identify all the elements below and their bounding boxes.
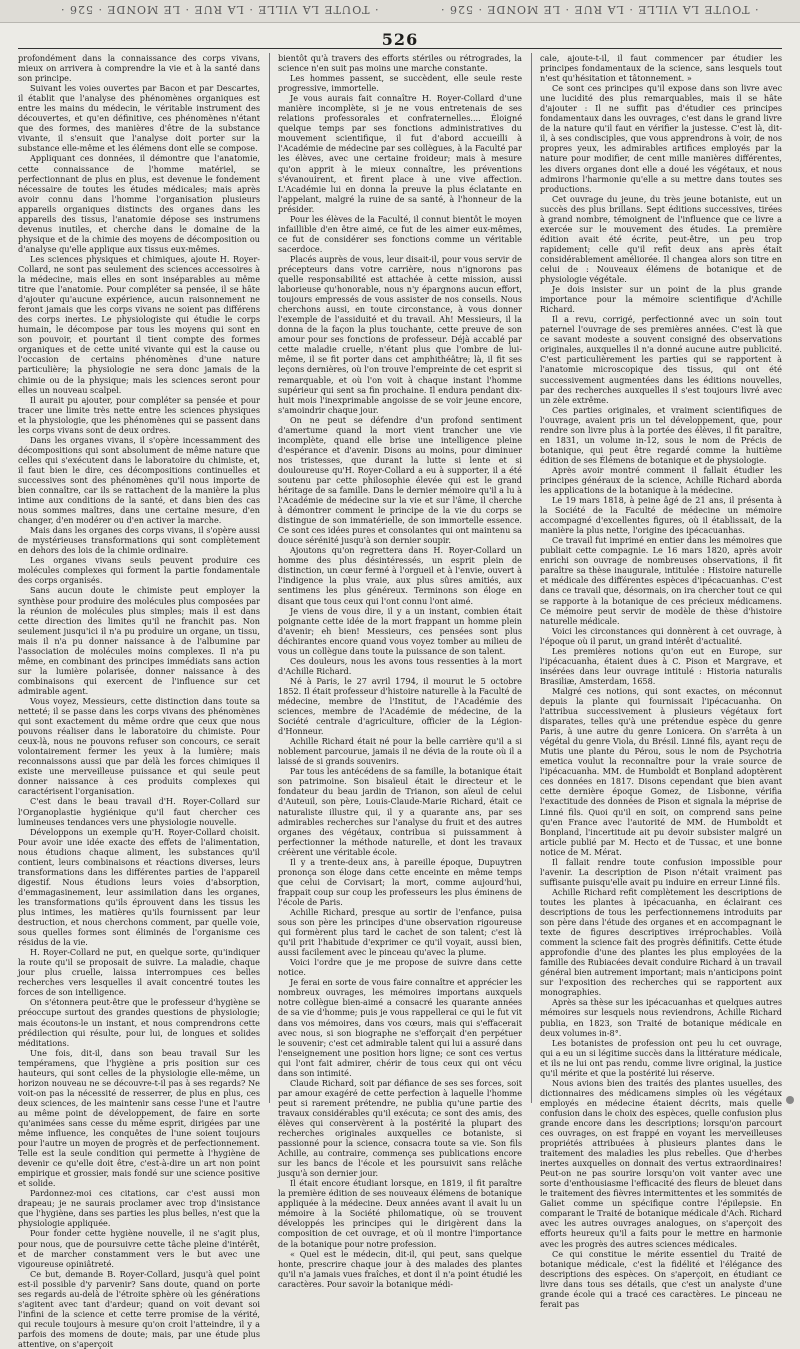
paragraph: Une fois, dit-il, dans son beau travail Sur les tempéramens, que l'hygiène a pris position sur ces hauteurs, qui sont celles de la physiologie elle-même, un horizon nouveau ne se découvre-t-il pas à ses regards? Ne voit-on pas la nécessité de resserrer, de plus en plus, ces deux sciences, de les maintenir sans cesse l'une et l'autre au même point de développement, de faire en sorte qu'animées sans cesse du même esprit, dirigées par une même influence, les conquêtes de l'une soient toujours pour l'autre un moyen de progrès et de perfectionnement. Telle est la seule condition qui permette à l'hygiène de devenir ce qu'elle doit être, c'est-à-dire un art non point empirique et grossier, mais fondé sur une science positive et solide. [18,1047,260,1189]
top-edge-strip [0,0,800,23]
paragraph: Les organes vivans seuls peuvent produire ces molécules complexes qui forment la partie fondamentale des corps organisés. [18,555,260,586]
paragraph: Je ferai en sorte de vous faire connaître et apprécier les nombreux ouvrages, les mémoires importans auxquels notre collègue bien-aimé a consacré les quarante années de sa vie d'homme; puis je vous rappellerai ce qui le fut vit dans vos mémoires, dans vos cœurs, mais qui s'effacerait avec nous, si son biographe ne s'efforçait d'en perpétuer le souvenir; c'est cet admirable talent qui lui a assuré dans l'enseignement une position hors ligne; ce sont ces vertus qui l'ont fait admirer, chérir de tous ceux qui ont vécu dans son intimité. [278,977,522,1078]
paragraph: Pour les élèves de la Faculté, il connut bientôt le moyen infaillible d'en être aimé, ce fut de les aimer eux-mêmes, ce fut de considérer ses fonctions comme un véritable sacerdoce. [278,213,522,254]
edge-text: · TOUTE LA VILLE · LA RUE · LE MONDE · 526 · [60,3,379,16]
paragraph: Pour fonder cette hygiène nouvelle, il ne s'agit plus, pour nous, que de poursuivre cette tâche pleine d'intérêt, et de marcher constamment vers le but avec une vigoureuse opiniâtreté. [18,1228,260,1269]
paragraph: Pardonnez-moi ces citations, car c'est aussi mon drapeau; je ne saurais proclamer avec trop d'insistance que l'hygiène, dans ses parties les plus belles, n'est que la physiologie appliquée. [18,1188,260,1229]
paragraph: « Quel est le médecin, dit-il, qui peut, sans quelque honte, prescrire chaque jour à des malades des plantes qu'il n'a jamais vues fraîches, et dont il n'a point étudié les caractères. Pour savoir la botanique médi- [278,1248,522,1289]
paragraph: Ces douleurs, nous les avons tous ressenties à la mort d'Achille Richard. [278,655,522,676]
page-number: 526 [381,30,419,49]
paragraph: Il fallait rendre toute confusion impossible pour l'avenir. La description de Pison n'était vraiment pas suffisante puisqu'elle avait pu induire en erreur Linné fils. [540,856,782,887]
paragraph: Vous voyez, Messieurs, cette distinction dans toute sa netteté; il se passe dans les corps vivans des phénomènes qui sont exactement du même ordre que ceux que nous pouvons réaliser dans le laboratoire du chimiste. Pour ceux-là, nous ne pouvons refuser son concours, ce serait volontairement fermer les yeux à la lumière; mais reconnaissons aussi que par delà les forces chimiques il existe une merveilleuse puissance et qui seule peut donner naissance à ces produits complexes qui caractérisent l'organisation. [18,696,260,797]
paragraph: Je vous aurais fait connaître H. Royer-Collard d'une manière incomplète, si je ne vous entretenais de ses relations professorales et confraternelles.... Éloigné quelque temps par ses fonctions administratives du mouvement scientifique, il fut d'abord accueilli à l'Académie de médecine par ses collègues, à la Faculté par les élèves, avec une certaine froideur; mais à mesure qu'on apprit à le mieux connaître, les préventions s'évanouirent, et firent place à une vive affection. L'Académie lui en donna la preuve la plus éclatante en l'appelant, malgré la ruine de sa santé, à l'honneur de la présider. [278,93,522,214]
paragraph: Il a revu, corrigé, perfectionné avec un soin tout paternel l'ouvrage de ses premières années. C'est là que ce savant modeste a souvent consigné des observations originales, auxquelles il n'a donné aucune autre publicité. C'est particulièrement les parties qui se rapportent à l'anatomie microscopique des tissus, qui ont été successivement augmentées dans les éditions nouvelles, par des recherches auxquelles il s'est toujours livré avec un zèle extrême. [540,314,782,405]
column-1 [18,53,260,1349]
paragraph: Développons un exemple qu'H. Royer-Collard choisit. Pour avoir une idée exacte des effets de l'alimentation, nous étudions chaque aliment, les substances qu'il contient, leurs combinaisons et réactions diverses, leurs transformations dans les différentes parties de l'appareil digestif. Nous étudions leurs voies d'absorption, d'emmagasinement, leur assimilation dans les organes, les transformations qu'ils éprouvent dans les tissus les plus intimes, les matières qu'ils fournissent par leur destruction, et nous cherchons comment, par quelle voie, sous quelles formes sont éliminés de l'organisme ces résidus de la vie. [18,826,260,948]
paragraph: Nous avions bien des traités des plantes usuelles, des dictionnaires des médicamens simples où les végétaux employés en médecine étaient décrits, mais quelle confusion dans le choix des espèces, quelle confusion plus grande encore dans les descriptions; lorsqu'on parcourt ces ouvrages, on est frappé en voyant les merveilleuses propriétés attribuées à plusieurs plantes dans le traitement des maladies les plus rebelles. Que d'herbes inertes auxquelles on donnait des vertus extraordinaires! Peut-on ne pas sourire lorsqu'on voit vanter avec une sorte d'enthousiasme l'efficacité des fleurs de bleuet dans le traitement des fièvres intermittentes et les sommités de Galiet comme un spécifique contre l'épilepsie. En comparant le Traité de botanique médicale d'Ach. Richard avec les autres ouvrages analogues, on s'aperçoit des efforts heureux qu'il a faits pour le mettre en harmonie avec les progrès des autres sciences médicales. [540,1077,782,1249]
header-rule [18,48,782,49]
column-2 [278,53,522,1289]
column-3 [540,53,782,1309]
paragraph: C'est dans le beau travail d'H. Royer-Collard sur l'Organoplastie hygiénique qu'il faut chercher ces lumineuses tendances vers une physiologie nouvelle. [18,796,260,827]
paragraph: Cet ouvrage du jeune, du très jeune botaniste, eut un succès des plus brillans. Sept éditions successives, tirées à grand nombre, témoignent de l'influence que ce livre a exercée sur le mouvement des études. La première édition avait été écrite, peut-être, un peu trop rapidement; celle qu'il refit deux ans après était considérablement améliorée. Il changea alors son titre en celui de : Nouveaux élémens de botanique et de physiologie végétale. [540,193,782,285]
paragraph: Je viens de vous dire, il y a un instant, combien était poignante cette idée de la mort frappant un homme plein d'avenir; eh bien! Messieurs, ces pensées sont plus déchirantes encore quand vous voyez tomber au milieu de vous un collègue dans toute la puissance de son talent. [278,605,522,656]
paragraph: Les premières notions qu'on eut en Europe, sur l'ipécacuanha, étaient dues à C. Pison et Margrave, et insérées dans leur ouvrage intitulé : Historia naturalis Brasiliæ, Amsterdam, 1658. [540,645,782,686]
paragraph: bientôt qu'à travers des efforts stériles ou rétrogrades, la science n'en suit pas moins une marche constante. [278,53,522,74]
paragraph: Il y a trente-deux ans, à pareille époque, Dupuytren prononça son éloge dans cette enceinte en même temps que celui de Corvisart; la mort, comme aujourd'hui, frappait coup sur coup les professeurs les plus éminens de l'école de Paris. [278,856,522,907]
paragraph: Ces parties originales, et vraiment scientifiques de l'ouvrage, avaient pris un tel développement, que, pour rendre son livre plus à la portée des élèves, il fit paraître, en 1831, un volume in-12, sous le nom de Précis de botanique, qui peut être regardé comme la huitième édition de ses Élémens de botanique et de physiologie. [540,404,782,465]
paragraph: H. Royer-Collard ne put, en quelque sorte, qu'indiquer la route qu'il se proposait de suivre. La maladie, chaque jour plus cruelle, laissa interrompues ces belles recherches vers lesquelles il avait concentré toutes les forces de son intelligence. [18,947,260,998]
paragraph: Ce but, demande B. Royer-Collard, jusqu'à quel point est-il possible d'y parvenir? Sans doute, quand on porte ses regards au-delà de l'étroite sphère où les générations s'agitent avec tant d'ardeur; quand on voit devant soi l'infini de la science et cette terre promise de la vérité, qui recule toujours à mesure qu'on croit l'atteindre, il y a parfois des momens de doute; mais, par une étude plus attentive, on s'aperçoit [18,1268,260,1349]
paragraph: Par tous les antécédens de sa famille, la botanique était son patrimoine. Son bisaïeul était le directeur et le fondateur du beau jardin de Trianon, son aïeul de celui d'Auteuil, son père, Louis-Claude-Marie Richard, était ce naturaliste illustre qui, il y a quarante ans, par ses admirables recherches sur l'analyse du fruit et des autres organes des végétaux, contribua si puissamment à perfectionner la méthode naturelle, et dont les travaux créèrent une véritable école. [278,766,522,857]
paragraph: Ce sont ces principes qu'il expose dans son livre avec une lucidité des plus remarquables, mais il se hâte d'ajouter : Il ne suffit pas d'étudier ces principes fondamentaux dans les ouvrages, c'est dans le grand livre de la nature qu'il faut en vérifier la justesse. C'est là, dit-il, à ses condisciples, que vous apprendrons à voir, de nos propres yeux, les admirables artifices employés par la nature pour modifier, de cent mille manières différentes, les divers organes dont elle a doué les végétaux, et nous admirons l'harmonie qu'elle a su mettre dans toutes ses productions. [540,83,782,194]
paragraph: Dans les organes vivans, il s'opère incessamment des décompositions qui sont absolument de même nature que celles qui s'exécutent dans le laboratoire du chimiste, et, il faut bien le dire, ces décompositions continuelles et successives sont des phénomènes qu'il nous importe de bien connaître, car ils se rattachent de la manière la plus intime aux conditions de la santé, et dans bien des cas nous sommes maîtres, dans une certaine mesure, d'en changer, d'en modérer ou d'en activer la marche. [18,434,260,526]
paragraph: Claude Richard, soit par défiance de ses ses forces, soit par amour exagéré de cette perfection à laquelle l'homme peut si rarement prétendre, ne publia qu'une partie des travaux considérables qu'il exécuta; ce sont des amis, des élèves qui conservèrent à la postérité la plupart des recherches originales auxquelles ce botaniste, si passionné pour la science, consacra toute sa vie. Son fils Achille, au contraire, commença ses publications encore sur les bancs de l'école et les poursuivit sans relâche jusqu'à son dernier jour. [278,1077,522,1179]
paragraph: On s'étonnera peut-être que le professeur d'hygiène se préoccupe surtout des grandes questions de physiologie; mais écoutons-le un instant, et nous comprendrons cette prédilection qui résulte, pour lui, de longues et solides méditations. [18,997,260,1048]
paragraph: Voici les circonstances qui donnèrent à cet ouvrage, à l'époque où il parut, un grand intérêt d'actualité. [540,625,782,646]
paragraph: Après sa thèse sur les ipécacuanhas et quelques autres mémoires sur lesquels nous reviendrons, Achille Richard publia, en 1823, son Traité de botanique médicale en deux volumes in-8°. [540,997,782,1038]
paragraph: Après avoir montré comment il fallait étudier les principes généraux de la science, Achille Richard aborda les applications de la botanique à la médecine. [540,464,782,496]
paragraph: Il était encore étudiant lorsque, en 1819, il fit paraître la première édition de ses nouveaux élémens de botanique appliquée à la médecine. Deux années avant il avait lu un mémoire à la Société philomatique, où se trouvent développés les principes qui le dirigèrent dans la composition de cet ouvrage, et où il montre l'importance de la botanique pour notre profession. [278,1178,522,1249]
paragraph: Achille Richard refit complètement les descriptions de toutes les plantes à ipécacuanha, en éclairant ces descriptions de tous les perfectionnemens introduits par son père dans l'étude des organes et en accompagnant le texte de figures descriptives irréprochables. Voilà comment la science fait des progrès définitifs. Cette étude approfondie d'une des plantes les plus employées de la famille des Rubiacées devait conduire Richard à un travail général bien autrement important; mais n'anticipons point sur l'exposition des recherches qui se rapportent aux monographies. [540,886,782,998]
paragraph: Ajoutons qu'on regrettera dans H. Royer-Collard un homme des plus désintéressés, un esprit plein de distinction, un cœur fermé à l'orgueil et à l'envie, ouvert à l'indigence la plus vraie, aux plus sûres amitiés, aux sentimens les plus généreux. Terminons son éloge en disant que tous ceux qui l'ont connu l'ont aimé. [278,545,522,606]
paragraph: Ce qui constitue le mérite essentiel du Traité de botanique médicale, c'est la fidélité et l'élégance des descriptions des espèces. On s'aperçoit, en étudiant ce livre dans tous ses détails, que c'est un analyste d'une grande école qui a tracé ces caractères. Le pinceau ne ferait pas [540,1248,782,1309]
paragraph: Le 19 mars 1818, à peine âgé de 21 ans, il présenta à la Société de la Faculté de médecine un mémoire accompagné d'excellentes figures, où il établissait, de la manière la plus nette, l'origine des ipécacuanhas. [540,495,782,536]
paragraph: profondément dans la connaissance des corps vivans, mieux on arrivera à comprendre la vie et à la santé dans son principe. [18,53,260,84]
paragraph: Je dois insister sur un point de la plus grande importance pour la mémoire scientifique d'Achille Richard. [540,284,782,315]
edge-text-repeat: · TOUTE LA VILLE · LA RUE · LE MONDE · 526 · [440,3,759,16]
paragraph: Les botanistes de profession ont peu lu cet ouvrage, qui a eu un si légitime succès dans la littérature médicale, et ils ne lui ont pas rendu, comme livre original, la justice qu'il mérite et que la postérité lui réserve. [540,1037,782,1078]
paragraph: Ce travail fut imprimé en entier dans les mémoires que publiait cette compagnie. Le 16 mars 1820, après avoir enrichi son ouvrage de nombreuses observations, il fit paraître sa thèse inaugurale, intitulée : Histoire naturelle et médicale des différentes espèces d'ipécacuanhas. C'est dans ce travail que, désormais, on ira chercher tout ce qui se rapporte à la botanique de ces précieux médicamens. Ce mémoire peut servir de modèle de thèse d'histoire naturelle médicale. [540,535,782,626]
paragraph: Sans aucun doute le chimiste peut employer la synthèse pour produire des molécules plus composées par la réunion de molécules plus simples; mais il est dans cette direction des limites qu'il ne franchit pas. Non seulement jusqu'ici il n'a pu produire un organe, un tissu, mais il n'a pu donner naissance à de l'albumine par l'association de molécules moins complexes. Il n'a pu même, en combinant des principes immédiats sans action sur la lumière polarisée, donner naissance à des combinaisons qui exercent de l'influence sur cet admirable agent. [18,585,260,696]
paragraph: Mais dans les organes des corps vivans, il s'opère aussi de mystérieuses transformations qui sont complètement en dehors des lois de la chimie ordinaire. [18,525,260,556]
paragraph: Suivant les voies ouvertes par Bacon et par Descartes, il établit que l'analyse des phénomènes organiques est entre les mains du médecin, le véritable instrument des découvertes, et qu'en définitive, ces phénomènes n'étant que des formes, des manières d'être de la substance vivante, il s'ensuit que l'analyse doit porter sur la substance elle-même et les élémens dont elle se compose. [18,83,260,154]
paragraph: cale, ajoute-t-il, il faut commencer par étudier les principes fondamentaux de la science, sans lesquels tout n'est qu'hésitation et tâtonnement. » [540,53,782,84]
paragraph: Voici l'ordre que je me propose de suivre dans cette notice. [278,957,522,978]
paragraph: Né à Paris, le 27 avril 1794, il mourut le 5 octobre 1852. Il était professeur d'histoire naturelle à la Faculté de médecine, membre de l'Institut, de l'Académie des sciences, membre de l'Académie de médecine, de la Société centrale d'agriculture, officier de la Légion-d'Honneur. [278,675,522,737]
paragraph: Malgré ces notions, qui sont exactes, on méconnut depuis la plante qui fournissait l'ipécacuanha. On l'attribua successivement à plusieurs végétaux fort disparates, telles qu'à une prétendue espèce du genre Paris, à une autre du genre Lonicera. On s'arrêta à un végétal du genre Viola, du Brésil. Linné fils, ayant reçu de Mutis une plante du Pérou, sous le nom de Psychotria emetica voulut la reconnaître pour la vraie source de l'ipécacuanha. MM. de Humboldt et Bonpland adoptèrent ces données en 1817. Disons cependant que bien avant cette dernière époque Gomez, de Lisbonne, vérifia l'exactitude des données de Pison et signala la méprise de Linné fils. Quoi qu'il en soit, on comprend sans peine qu'en France avec l'autorité de MM. de Humboldt et Bonpland, l'incertitude ait pu devoir subsister malgré un article publié par M. Hecto et de Tussac, et une bonne notice de M. Mérat. [540,685,782,857]
column-divider-2 [531,53,532,1103]
paragraph: Les hommes passent, se succèdent, elle seule reste progressive, immortelle. [278,73,522,94]
paragraph: Achille Richard était né pour la belle carrière qu'il a si noblement parcourue, jamais il ne dévia de la route où il a laissé de si grands souvenirs. [278,736,522,767]
paragraph: Appliquant ces données, il démontre que l'anatomie, cette connaissance de l'homme matériel, se perfectionnant de plus en plus, est devenue le fondement nécessaire de toutes les études médicales; mais après avoir connu dans l'homme l'organisation plusieurs appareils organiques distincts des organes dans les appareils des tissus, l'anatomie dépose ses instrumens devenus inutiles, et cherche dans le domaine de la physique et de la chimie des moyens de décomposition ou d'analyse qu'elle applique aux tissus eux-mêmes. [18,153,260,254]
column-divider-1 [269,53,270,1103]
paragraph: Achille Richard, presque au sortir de l'enfance, puisa sous son père les principes d'une observation rigoureuse qui formèrent plus tard le cachet de son talent; c'est là qu'il prit l'habitude d'exprimer ce qu'il voyait, aussi bien, aussi facilement avec le pinceau qu'avec la plume. [278,906,522,958]
paragraph: On ne peut se défendre d'un profond sentiment d'amertume quand la mort vient trancher une vie incomplète, quand elle brise une intelligence pleine d'espérance et d'avenir. Disons au moins, pour diminuer nos tristesses, que durant la lutte si lente et si douloureuse qu'H. Royer-Collard a eu à supporter, il a été soutenu par cette philosophie élevée qui est le grand héritage de sa famille. Dans le dernier mémoire qu'il a lu à l'Académie de médecine sur la vie et sur l'âme, il cherche à démontrer comment le principe de la vie du corps se distingue de son immatérielle, de son immortelle essence. Ce sont ces idées pures et consolantes qui ont maintenu sa douce sérénité jusqu'à son dernier soupir. [278,414,522,546]
paragraph: Les sciences physiques et chimiques, ajoute H. Royer-Collard, ne sont pas seulement des sciences accessoires à la médecine, mais elles en sont inséparables au même titre que l'anatomie. Pour compléter sa pensée, il se hâte d'ajouter qu'aucune expérience, aucun raisonnement ne feront jamais que les corps vivans ne soient pas différens des corps inertes. Le physiologiste qui étudie le corps humain, le décompose par tous les moyens qui sont en son pouvoir, et pourtant il tient compte des formes organiques et de cette unité vivante qui est la cause ou l'occasion de certains phénomènes d'une nature particulière; la physiologie ne sera donc jamais de la chimie ou de la physique; mais les sciences seront pour elles un nouveau scalpel. [18,253,260,395]
page-corner-mark [786,1096,794,1104]
paragraph: Placés auprès de vous, leur disait-il, pour vous servir de précepteurs dans votre carrière, nous n'ignorons pas quelle responsabilité est attachée à cette mission, aussi laborieuse qu'honorable, nous n'y épargnons aucun effort, toujours empressés de vous assister de nos conseils. Nous cherchons aussi, en toute circonstance, à vous donner l'exemple de l'assiduité et du travail. Ah! Messieurs, il la donna de la façon la plus touchante, cette preuve de son amour pour ses fonctions de professeur. Déjà accablé par cette maladie cruelle, n'étant plus que l'ombre de lui-même, il se fit porter dans cet amphithéâtre; là, il fit ses leçons dernières, où l'on trouve l'empreinte de cet esprit si remarquable, et où l'on voit à chaque instant l'homme supérieur qui sent sa fin prochaine. Il endura pendant dix-huit mois l'inexprimable angoisse de se voir jeune encore, s'amoindrir chaque jour. [278,253,522,415]
paragraph: Il aurait pu ajouter, pour compléter sa pensée et pour tracer une limite très nette entre les sciences physiques et la physiologie, que les phénomènes qui se passent dans les corps vivans sont de deux ordres. [18,394,260,435]
